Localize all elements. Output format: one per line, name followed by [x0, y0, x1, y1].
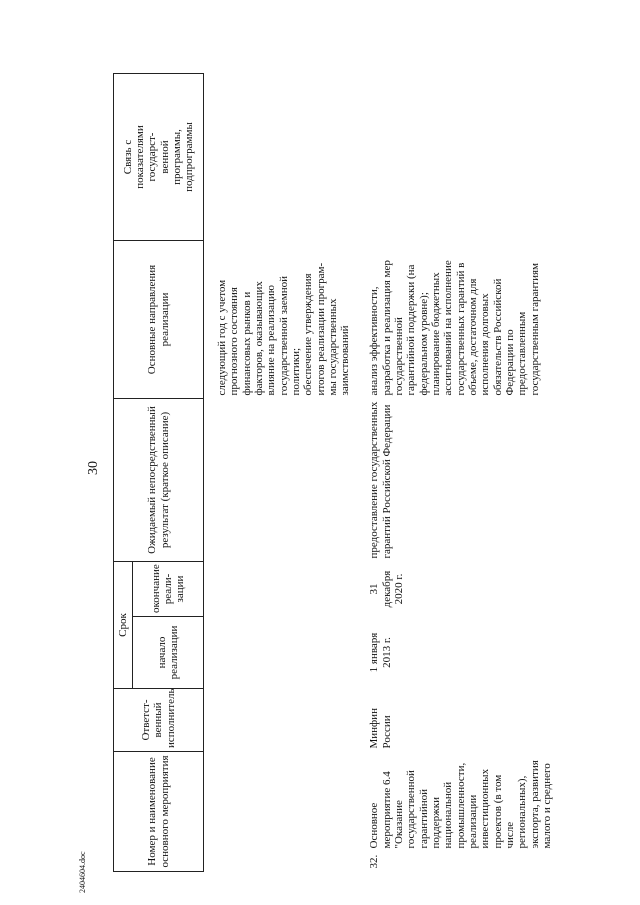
header-link: Связь с показателями государст- венной программы, подпрограммы	[114, 74, 204, 241]
header-end: окончание реали- зации	[133, 562, 204, 617]
table-row	[354, 74, 556, 872]
row-start: 1 января 2013 г.	[368, 632, 393, 673]
row-number-name	[354, 752, 556, 872]
header-number-name: Номер и наименование основного мероприятия	[114, 752, 204, 872]
header-start: начало реализации	[133, 617, 204, 689]
continuation-row	[204, 74, 355, 872]
row-directions: анализ эффективности, разработка и реализация мер государственной гарантийной поддержки (на федеральном уровне); планирование бюджетных ассигнований на исполнение государственных гарантий в объеме, достаточном для исполнения долговых обязательств Российской Федерации по предоставленным государственным гарантиям	[368, 260, 541, 396]
header-executor: Ответст- венный исполнитель	[114, 689, 204, 752]
row-result: предоставление государственных гарантий Российской Федерации	[368, 401, 393, 559]
row-link	[354, 74, 556, 241]
doc-id: 2404604.doc	[78, 851, 87, 893]
row-number: 32.	[368, 854, 381, 869]
row-end: 31 декабря 2020 г.	[368, 570, 406, 608]
header-term: Срок	[114, 562, 133, 689]
continued-directions: следующий год с учетом прогнозного состояния финансовых рынков и факторов, оказывающих влияние на реализацию государственной заемной политики; обеспечение утверждения итогов реализации програм- мы государственных заимствований	[216, 262, 352, 396]
program-table	[113, 73, 556, 872]
page-number: 30	[86, 461, 101, 475]
row-executor: Минфин России	[368, 708, 393, 749]
header-directions: Основные направления реализации	[114, 241, 204, 399]
header-result: Ожидаемый непосредственный результат (краткое описание)	[114, 399, 204, 562]
row-name: Основное мероприятие 6.4 "Оказание государственной гарантийной поддержки национальной промышленности, реализации инвестиционных проектов (в том числе региональных), экспорта, развития малого и среднего	[368, 760, 553, 849]
